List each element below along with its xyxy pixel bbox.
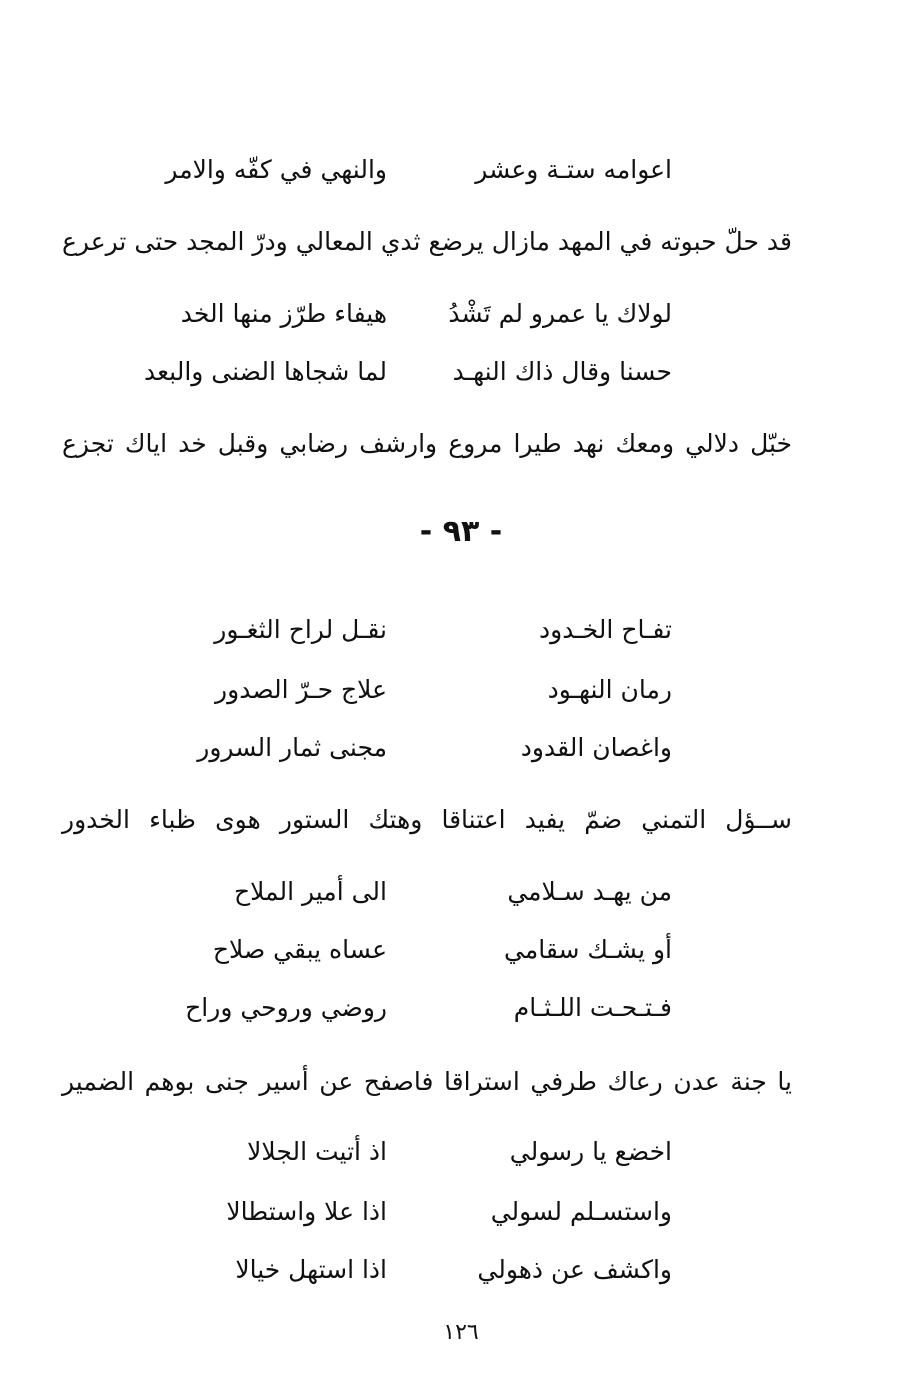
page-number: ١٢٦ [443, 1320, 479, 1345]
verse-left-hemistich: علاج حـرّ الصدور [215, 675, 387, 704]
long-verse-line [0, 1060, 922, 1104]
verse-right-hemistich: اخضع يا رسولي [509, 1137, 672, 1166]
verse-line [0, 350, 922, 394]
verse-left-hemistich: عساه يبقي صلاح [212, 935, 387, 964]
verse-left-hemistich: اذا علا واستطالا [226, 1197, 387, 1226]
verse-left-hemistich: اذ أتيت الجلالا [247, 1137, 387, 1166]
verse-line [0, 870, 922, 914]
verse-line [0, 668, 922, 712]
long-verse-text: يا جنة عدن رعاك طرفي استراقا فاصفح عن أسير جنى بوهم الضمير [62, 1067, 792, 1096]
verse-line [0, 292, 922, 336]
long-verse-text: قد حلّ حبوته في المهد مازال يرضع ثدي المعالي ودرّ المجد حتى ترعرع [62, 227, 792, 256]
verse-right-hemistich: رمان النهـود [547, 675, 672, 704]
verse-right-hemistich: واكشف عن ذهولي [477, 1255, 672, 1284]
verse-left-hemistich: اذا استهل خيالا [235, 1255, 387, 1284]
verse-right-hemistich: واستسـلم لسولي [490, 1197, 672, 1226]
verse-right-hemistich: تفـاح الخـدود [539, 615, 672, 644]
verse-left-hemistich: روضي وروحي وراح [185, 993, 387, 1022]
long-verse-text: خبّل دلالي ومعك نهد طيرا مروع وارشف رضابي وقبل خد اياك تجزع [62, 429, 792, 458]
verse-left-hemistich: مجنى ثمار السرور [197, 733, 387, 762]
verse-line [0, 1190, 922, 1234]
verse-left-hemistich: الى أمير الملاح [233, 877, 387, 906]
long-verse-text: ســؤل التمني ضمّ يفيد اعتناقا وهتك الستور هوى ظباء الخدور [62, 805, 792, 834]
verse-right-hemistich: من يهـد سـلامي [507, 877, 672, 906]
verse-left-hemistich: والنهي في كفّه والامر [165, 155, 387, 184]
verse-left-hemistich: هيفاء طرّز منها الخد [180, 299, 387, 328]
verse-right-hemistich: لولاك يا عمرو لم تَشْدُ [448, 299, 672, 328]
verse-line [0, 726, 922, 770]
verse-line [0, 148, 922, 192]
verse-line [0, 1130, 922, 1174]
long-verse-line [0, 798, 922, 842]
verse-right-hemistich: حسنا وقال ذاك النهـد [452, 357, 672, 386]
verse-line [0, 928, 922, 972]
verse-line [0, 1248, 922, 1292]
verse-right-hemistich: اعوامه ستـة وعشر [475, 155, 672, 184]
verse-line [0, 608, 922, 652]
verse-left-hemistich: لما شجاها الضنى والبعد [143, 357, 387, 386]
verse-right-hemistich: واغصان القدود [520, 733, 672, 762]
long-verse-line [0, 220, 922, 264]
long-verse-line [0, 422, 922, 466]
verse-left-hemistich: نقـل لراح الثغـور [214, 615, 387, 644]
verse-line [0, 986, 922, 1030]
verse-right-hemistich: أو يشـك سقامي [503, 935, 672, 964]
verse-right-hemistich: فـتـحـت اللـثـام [513, 993, 672, 1022]
section-number: - ٩٣ - [419, 514, 503, 549]
